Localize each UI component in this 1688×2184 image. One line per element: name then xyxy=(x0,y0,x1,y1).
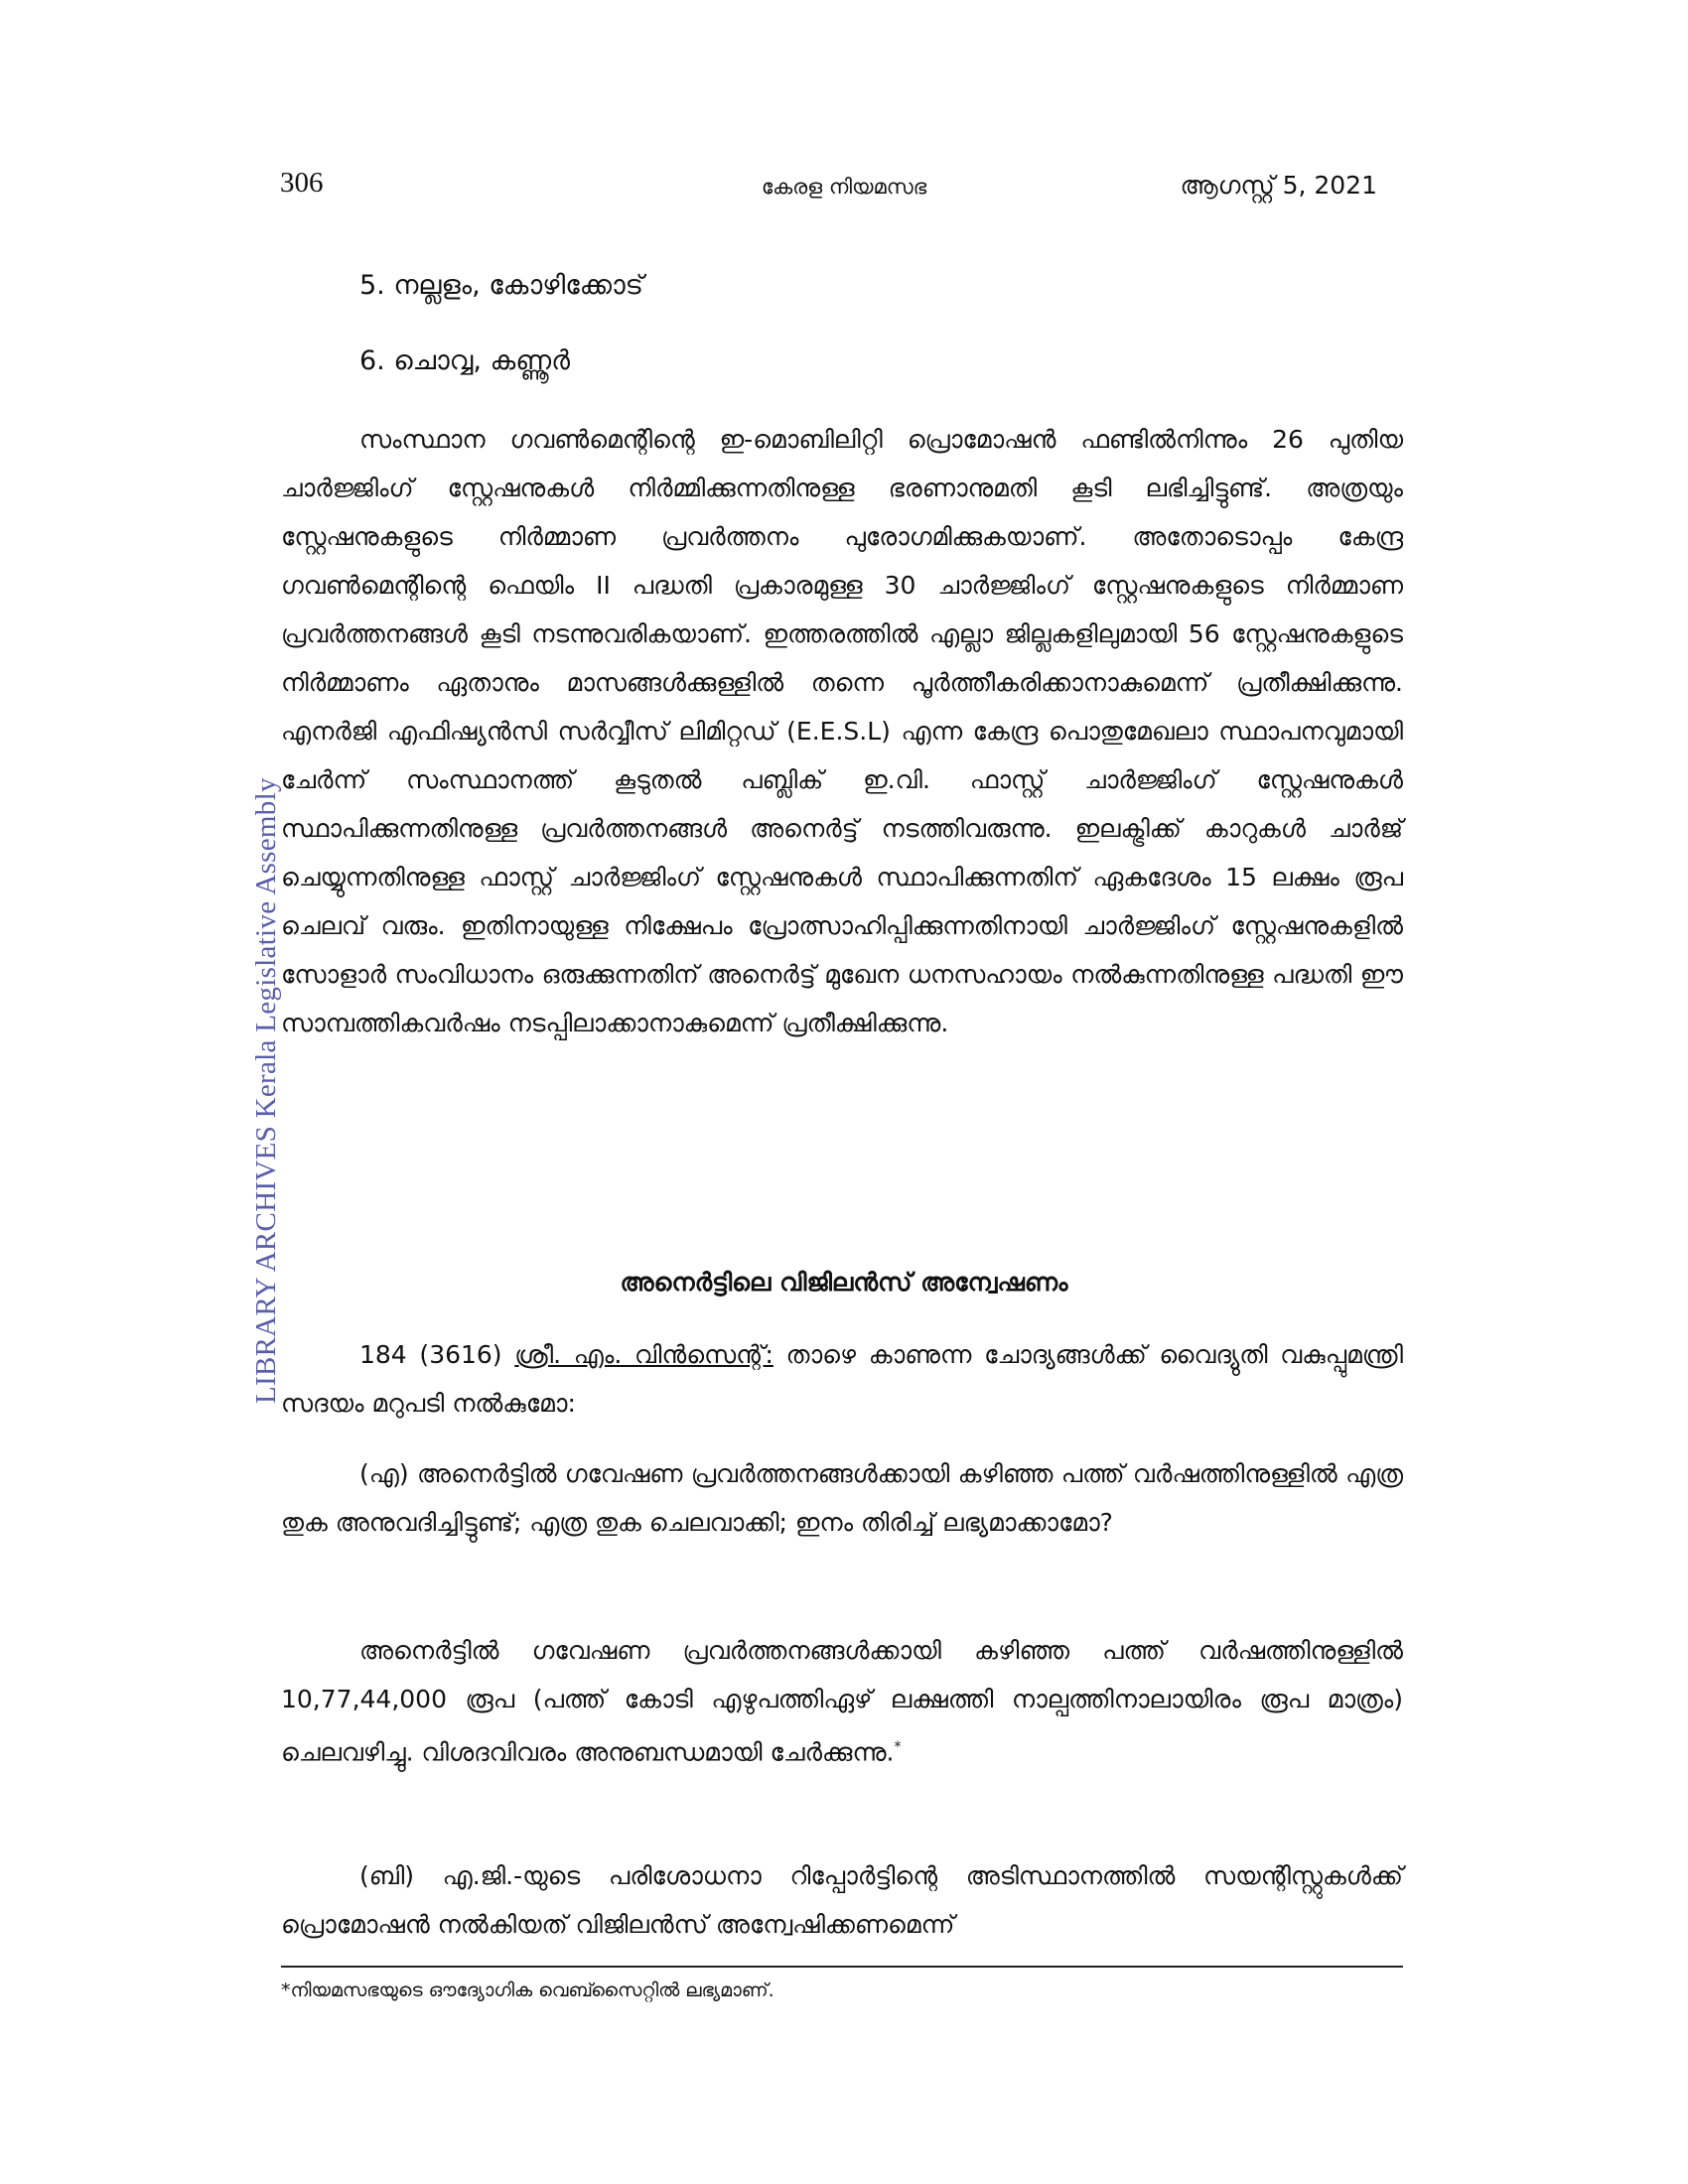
question-text: താഴെ കാണുന്ന ചോദ്യങ്ങൾക്ക് വൈദ്യുതി വകുപ്പുമന്ത്രി സദയം മറുപടി നൽകുമോ: xyxy=(281,1340,1404,1418)
running-title: കേരള നിയമസഭ xyxy=(761,175,927,199)
annexure-mark: * xyxy=(894,1739,902,1755)
question-a xyxy=(281,1449,1403,1547)
question-b-text: (ബി) എ.ജി.-യുടെ പരിശോധനാ റിപ്പോർട്ടിന്റെ അടിസ്ഥാനത്തിൽ സയന്റിസ്റ്റുകൾക്ക് പ്രൊമോഷൻ നൽകിയത് വിജിലൻസ് അന്വേഷിക്കണമെന്ന് xyxy=(281,1861,1403,1939)
question-number: 184 (3616) xyxy=(359,1340,502,1369)
paragraph-text: സംസ്ഥാന ഗവൺമെന്റിന്റെ ഇ-മൊബിലിറ്റി പ്രൊമോഷൻ ഫണ്ടിൽനിന്നും 26 പുതിയ ചാർജ്ജിംഗ് സ്റ്റേഷനുകൾ നിർമ്മിക്കുന്നതിനുള്ള ഭരണാനുമതി കൂടി ലഭിച്ചിട്ടുണ്ട്. അത്രയും സ്റ്റേഷനുകളുടെ നിർമ്മാണ പ്രവർത്തനം പുരോഗമിക്കുകയാണ്. അതോടൊപ്പം കേന്ദ്ര ഗവൺമെന്റിന്റെ ഫെയിം II പദ്ധതി പ്രകാരമുള്ള 30 ചാർജ്ജിംഗ് സ്റ്റേഷനുകളുടെ നിർമ്മാണ പ്രവർത്തനങ്ങൾ കൂടി നടന്നുവരികയാണ്. ഇത്തരത്തിൽ എല്ലാ ജില്ലകളിലുമായി 56 സ്റ്റേഷനുകളുടെ നിർമ്മാണം ഏതാനും മാസങ്ങൾക്കുള്ളിൽ തന്നെ പൂർത്തീകരിക്കാനാകുമെന്ന് പ്രതീക്ഷിക്കുന്നു. എനർജി എഫിഷ്യൻസി സർവ്വീസ് ലിമിറ്റഡ് (E.E.S.L) എന്ന കേന്ദ്ര പൊതുമേഖലാ സ്ഥാപനവുമായി ചേർന്ന് സംസ്ഥാനത്ത് കൂടുതൽ പബ്ലിക് ഇ.വി. ഫാസ്റ്റ് ചാർജ്ജിംഗ് സ്റ്റേഷനുകൾ സ്ഥാപിക്കുന്നതിനുള്ള പ്രവർത്തനങ്ങൾ അനെർട്ട് നടത്തിവരുന്നു. ഇലക്ട്രിക്ക് കാറുകൾ ചാർജ് ചെയ്യുന്നതിനുള്ള ഫാസ്റ്റ് ചാർജ്ജിംഗ് സ്റ്റേഷനുകൾ സ്ഥാപിക്കുന്നതിന് ഏകദേശം 15 ലക്ഷം രൂപ ചെലവ് വരും. ഇതിനായുള്ള നിക്ഷേപം പ്രോത്സാഹിപ്പിക്കുന്നതിനായി ചാർജ്ജിംഗ് സ്റ്റേഷനുകളിൽ സോളാർ സംവിധാനം ഒരുക്കുന്നതിന് അനെർട്ട് മുഖേന ധനസഹായം നൽകുന്നതിനുള്ള പദ്ധതി ഈ സാമ്പത്തികവർഷം നടപ്പിലാക്കാനാകുമെന്ന് പ്രതീക്ഷിക്കുന്നു. xyxy=(281,425,1403,1037)
member-name: ശ്രീ. എം. വിൻസെന്റ്: xyxy=(514,1340,774,1369)
paragraph-charging-stations xyxy=(281,415,1403,1047)
page-date: ആഗസ്റ്റ് 5, 2021 xyxy=(1180,171,1377,200)
list-item-6: 6. ചൊവ്വ, കണ്ണൂർ xyxy=(359,345,570,376)
question-a-text: (എ) അനെർട്ടിൽ ഗവേഷണ പ്രവർത്തനങ്ങൾക്കായി കഴിഞ്ഞ പത്ത് വർഷത്തിനുള്ളിൽ എത്ര തുക അനുവദിച്ചിട്ടുണ്ട്; എത്ര തുക ചെലവാക്കി; ഇനം തിരിച്ച് ലഭ്യമാക്കാമോ? xyxy=(281,1459,1403,1537)
answer-a xyxy=(281,1626,1403,1776)
section-heading: അനെർട്ടിലെ വിജിലൻസ് അന്വേഷണം xyxy=(620,1268,1068,1297)
list-item-5: 5. നല്ലളം, കോഴിക്കോട് xyxy=(359,270,643,301)
answer-a-text: അനെർട്ടിൽ ഗവേഷണ പ്രവർത്തനങ്ങൾക്കായി കഴിഞ്ഞ പത്ത് വർഷത്തിനുള്ളിൽ 10,77,44,000 രൂപ (പത്ത് കോടി എഴുപത്തിഏഴ് ലക്ഷത്തി നാല്പത്തിനാലായിരം രൂപ മാത്രം) ചെലവഴിച്ചു. വിശദവിവരം അനുബന്ധമായി ചേർക്കുന്നു. xyxy=(281,1636,1403,1767)
footnote: *നിയമസഭയുടെ ഔദ്യോഗിക വെബ്സൈറ്റിൽ ലഭ്യമാണ്. xyxy=(281,1979,774,2001)
page-number: 306 xyxy=(280,167,324,199)
question-intro xyxy=(281,1330,1403,1428)
question-b xyxy=(281,1851,1403,1949)
footnote-divider xyxy=(281,1966,1403,1968)
watermark-archive-label: LIBRARY ARCHIVES Kerala Legislative Assembly xyxy=(250,777,282,1404)
